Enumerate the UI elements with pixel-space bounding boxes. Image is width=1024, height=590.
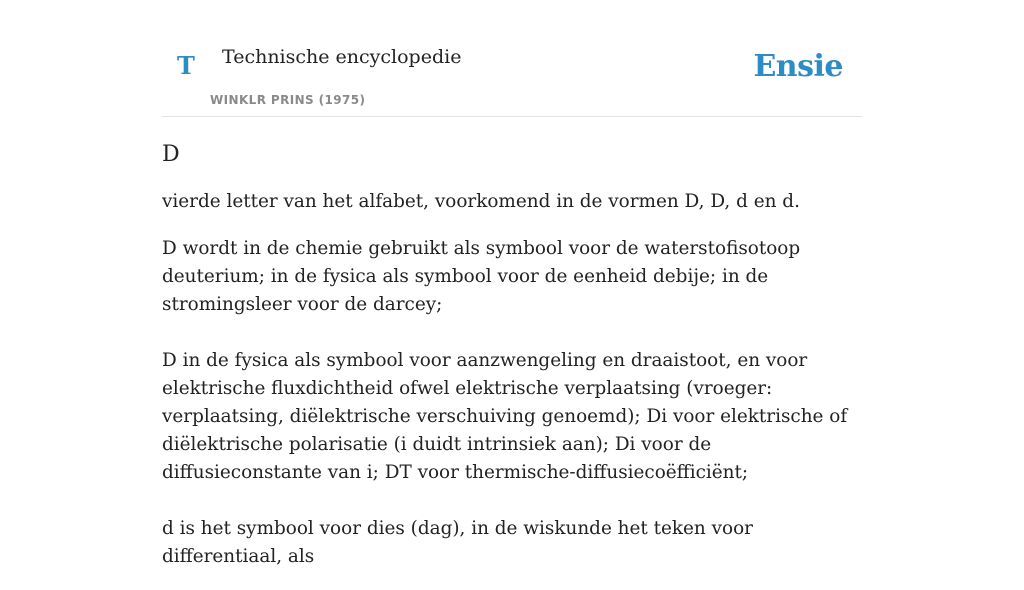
entry-paragraph: vierde letter van het alfabet, voorkomend in de vormen D, D, d en d. [162,191,800,212]
category-logo[interactable]: T [177,51,195,80]
entry-paragraph: D in de fysica als symbool voor aanzwengeling en draaistoot, en voor elektrische fluxdichtheid ofwel elektrische verplaatsing (vroeger: verplaatsing, diëlektrische verschuiving genoemd); Di voor elektrische of diëlektrische polarisatie (i duidt intrinsiek aan); Di voor de diffusieconstante van i; DT voor thermische-diffusiecoëfficiënt; [162,350,848,483]
entry-paragraph: D wordt in de chemie gebruikt als symbool voor de waterstofisotoop deuterium; in de fysica als symbool voor de eenheid debije; in de stromingsleer voor de darcey; [162,238,801,315]
entry-paragraph: d is het symbool voor dies (dag), in de wiskunde het teken voor differentiaal, als [162,518,753,567]
brand-logo-link[interactable]: Ensie [753,49,843,84]
book-subtitle: WINKLR PRINS (1975) [210,93,366,107]
book-title-link[interactable]: Technische encyclopedie [222,46,462,68]
entry-content [162,140,862,590]
header [162,0,862,117]
entry-headword: D [162,142,180,167]
